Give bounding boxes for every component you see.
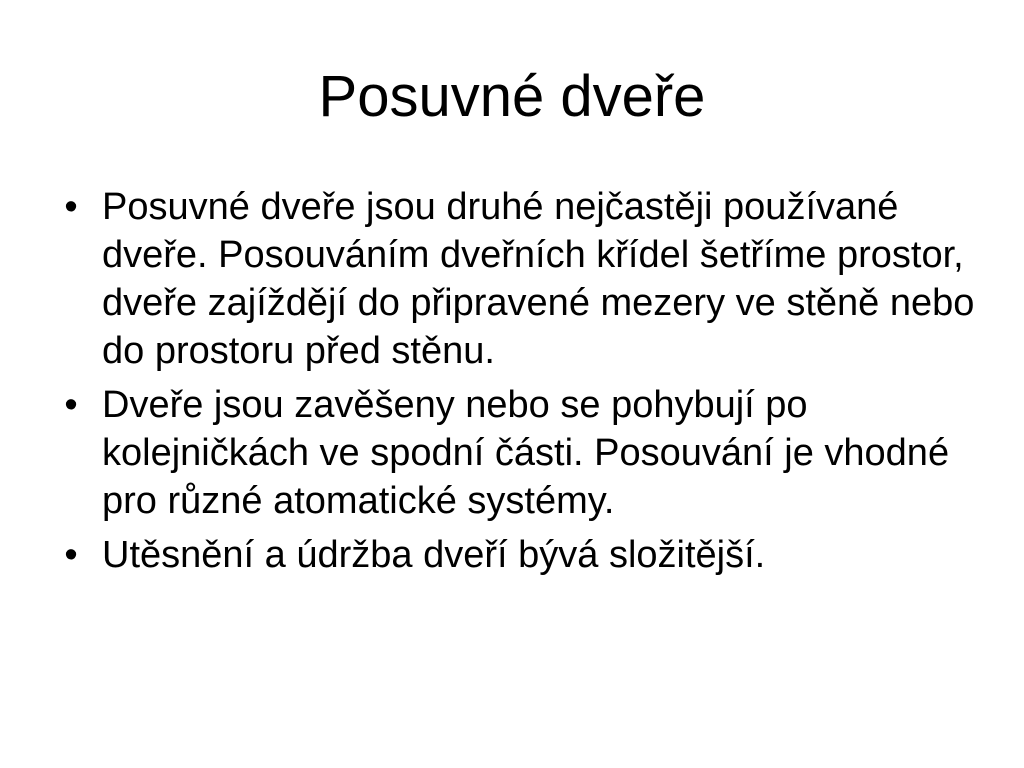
slide-title: Posuvné dveře (318, 64, 706, 129)
bullet-item (56, 531, 976, 579)
bullet-icon: • (64, 384, 78, 426)
bullet-icon: • (64, 186, 78, 228)
bullet-item (56, 381, 976, 525)
bullet-text: Utěsnění a údržba dveří bývá složitější. (102, 534, 766, 576)
bullet-list (56, 183, 976, 585)
bullet-icon: • (64, 534, 78, 576)
bullet-text: Posuvné dveře jsou druhé nejčastěji používané dveře. Posouváním dveřních křídel šetříme prostor, dveře zajíždějí do připravené mezery ve stěně nebo do prostoru před stěnu. (102, 186, 975, 372)
bullet-item (56, 183, 976, 375)
bullet-text: Dveře jsou zavěšeny nebo se pohybují po kolejničkách ve spodní části. Posouvání je vhodné pro různé atomatické systémy. (102, 384, 950, 522)
